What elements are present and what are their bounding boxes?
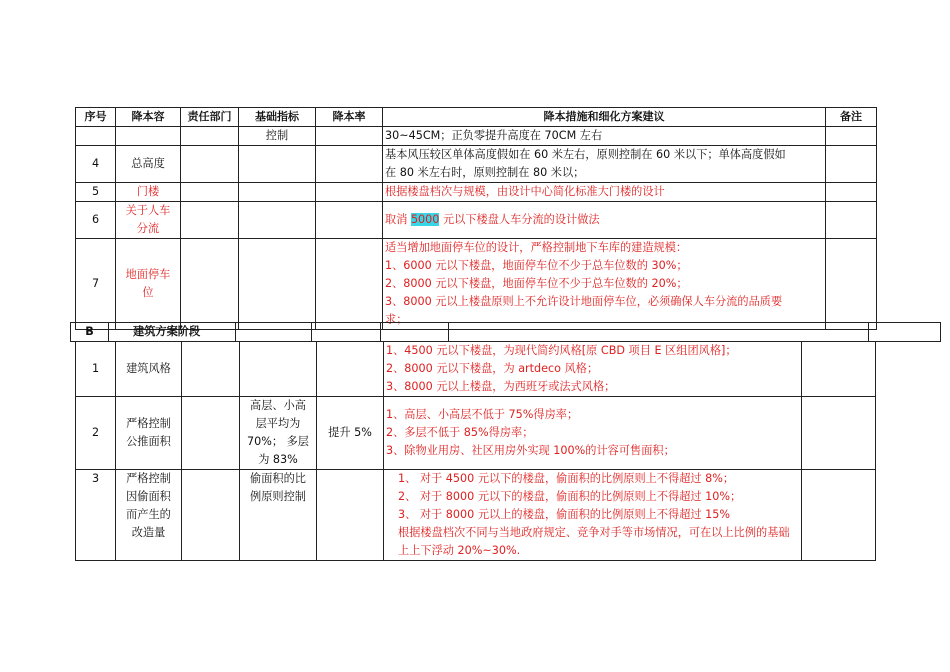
item-line: 关于人车 xyxy=(125,204,171,217)
section-title: 建筑方案阶段 xyxy=(109,323,236,342)
row-dept xyxy=(182,470,240,561)
header-cell: 降本率 xyxy=(316,108,383,127)
section-empty xyxy=(869,323,941,342)
table-row xyxy=(76,470,876,561)
row-measures xyxy=(383,146,826,183)
row-measures xyxy=(383,127,826,146)
measure-line: 求； xyxy=(385,313,408,326)
table-row xyxy=(76,239,877,330)
row-no xyxy=(76,127,116,146)
section-empty xyxy=(236,323,312,342)
table-row xyxy=(76,146,877,183)
row-rate xyxy=(316,239,383,330)
row-item xyxy=(116,202,181,239)
row-measures xyxy=(384,470,802,561)
header-cell: 序号 xyxy=(76,108,116,127)
row-rate xyxy=(317,342,384,397)
measure-line: 上上下浮动 20%~30%. xyxy=(398,544,521,557)
section-b-row xyxy=(71,323,941,342)
row-no: 6 xyxy=(76,202,116,239)
row-measures xyxy=(383,183,826,202)
row-index xyxy=(240,470,317,561)
item-line: 改造量 xyxy=(131,526,166,539)
row-note xyxy=(826,202,877,239)
row-no: 7 xyxy=(76,239,116,330)
measure-text: 元以下楼盘人车分流的设计做法 xyxy=(439,213,600,226)
item-line: 分流 xyxy=(136,222,160,235)
row-measures xyxy=(384,342,802,397)
header-cell: 责任部门 xyxy=(181,108,239,127)
measure-line: 根据楼盘档次与规模，由设计中心简化标准大门楼的设计 xyxy=(385,185,665,198)
row-note xyxy=(826,146,877,183)
header-cell: 降本措施和细化方案建议 xyxy=(383,108,826,127)
row-item: 建筑风格 xyxy=(116,342,182,397)
row-rate xyxy=(317,470,384,561)
header-cell: 基础指标 xyxy=(239,108,316,127)
row-item xyxy=(116,127,181,146)
row-note xyxy=(802,397,876,470)
measure-line: 3、除物业用房、社区用房外实现 100%的计容可售面积； xyxy=(386,444,675,457)
row-dept xyxy=(181,146,239,183)
table-row xyxy=(76,342,876,397)
row-note xyxy=(826,239,877,330)
row-no: 2 xyxy=(76,397,116,470)
row-measures xyxy=(384,397,802,470)
row-dept xyxy=(182,342,240,397)
item-line: 公推面积 xyxy=(126,435,171,448)
row-note xyxy=(826,183,877,202)
item-line: 地面停车 xyxy=(125,268,171,281)
table-header-row xyxy=(76,108,877,127)
row-item xyxy=(116,470,182,561)
row-index xyxy=(239,239,316,330)
section-code: B xyxy=(71,323,109,342)
row-index xyxy=(239,202,316,239)
item-line: 而产生的 xyxy=(126,508,171,521)
row-dept xyxy=(181,239,239,330)
section-b-bar xyxy=(70,322,941,342)
section-empty xyxy=(449,323,869,342)
row-item xyxy=(116,397,182,470)
cost-table-b xyxy=(75,341,876,561)
measure-line: 1、高层、小高层不低于 75%得房率； xyxy=(386,408,579,421)
table-row xyxy=(76,183,877,202)
row-note xyxy=(826,127,877,146)
row-no: 3 xyxy=(76,470,116,561)
measure-line: 2、多层不低于 85%得房率； xyxy=(386,426,534,439)
measure-line: 1、6000 元以下楼盘，地面停车位不少于总车位数的 30%； xyxy=(385,259,688,272)
row-rate xyxy=(316,183,383,202)
table-row xyxy=(76,202,877,239)
row-item xyxy=(116,239,181,330)
row-index: 控制 xyxy=(239,127,316,146)
row-no: 5 xyxy=(76,183,116,202)
measure-line: 2、8000 元以下楼盘，为 artdeco 风格； xyxy=(386,362,599,375)
index-line: 高层、小高 xyxy=(250,399,306,412)
row-rate: 提升 5% xyxy=(317,397,384,470)
row-no: 1 xyxy=(76,342,116,397)
header-cell: 降本容 xyxy=(116,108,181,127)
row-item: 门楼 xyxy=(116,183,181,202)
measure-line: 30~45CM；正负零提升高度在 70CM 左右 xyxy=(385,129,603,142)
row-index xyxy=(240,342,317,397)
highlighted-value: 5000 xyxy=(410,213,440,226)
measure-line: 2、8000 元以下楼盘，地面停车位不少于总车位数的 20%； xyxy=(385,277,688,290)
item-line: 严格控制 xyxy=(126,472,171,485)
item-line: 因偷面积 xyxy=(126,490,171,503)
measure-line: 2、 对于 8000 元以下的楼盘，偷面积的比例原则上不得超过 10%； xyxy=(398,490,742,503)
row-dept xyxy=(181,202,239,239)
index-line: 例原则控制 xyxy=(250,490,306,503)
row-rate xyxy=(316,127,383,146)
row-rate xyxy=(316,202,383,239)
table-row xyxy=(76,127,877,146)
header-cell: 备注 xyxy=(826,108,877,127)
table-row xyxy=(76,397,876,470)
row-index xyxy=(240,397,317,470)
index-line: 层平均为 xyxy=(255,417,301,430)
row-note xyxy=(802,470,876,561)
row-dept xyxy=(181,127,239,146)
cost-table-a xyxy=(75,107,877,330)
measure-text: 取消 xyxy=(385,213,411,226)
measure-line: 基本风压较区单体高度假如在 60 米左右，原则控制在 60 米以下；单体高度假如 xyxy=(385,148,786,161)
item-line: 位 xyxy=(142,286,154,299)
section-empty xyxy=(381,323,449,342)
row-item: 总高度 xyxy=(116,146,181,183)
row-measures xyxy=(383,202,826,239)
item-line: 严格控制 xyxy=(126,417,171,430)
measure-line: 3、8000 元以上楼盘，为西班牙或法式风格； xyxy=(386,380,616,393)
index-line: 偷面积的比 xyxy=(250,472,306,485)
row-dept xyxy=(181,183,239,202)
section-empty xyxy=(312,323,381,342)
measure-line: 3、8000 元以上楼盘原则上不允许设计地面停车位，必须确保人车分流的品质要 xyxy=(385,295,783,308)
measure-line: 1、4500 元以下楼盘，为现代简约风格[原 CBD 项目 E 区组团风格]； xyxy=(386,344,737,357)
measure-line: 根据楼盘档次不同与当地政府规定、竞争对手等市场情况，可在以上比例的基础 xyxy=(398,526,790,539)
measure-line: 1、 对于 4500 元以下的楼盘，偷面积的比例原则上不得超过 8%； xyxy=(398,472,735,485)
row-no: 4 xyxy=(76,146,116,183)
row-measures xyxy=(383,239,826,330)
measure-line: 适当增加地面停车位的设计，严格控制地下车库的建造规模： xyxy=(385,241,688,254)
measure-line: 3、 对于 8000 元以上的楼盘，偷面积的比例原则上不得超过 15% xyxy=(398,508,730,521)
row-index xyxy=(239,183,316,202)
row-index xyxy=(239,146,316,183)
row-rate xyxy=(316,146,383,183)
index-line: 70%； 多层 xyxy=(247,435,309,448)
index-line: 为 83% xyxy=(258,453,298,466)
row-dept xyxy=(182,397,240,470)
measure-line: 在 80 米左右时，原则控制在 80 米以； xyxy=(385,166,585,179)
row-note xyxy=(802,342,876,397)
